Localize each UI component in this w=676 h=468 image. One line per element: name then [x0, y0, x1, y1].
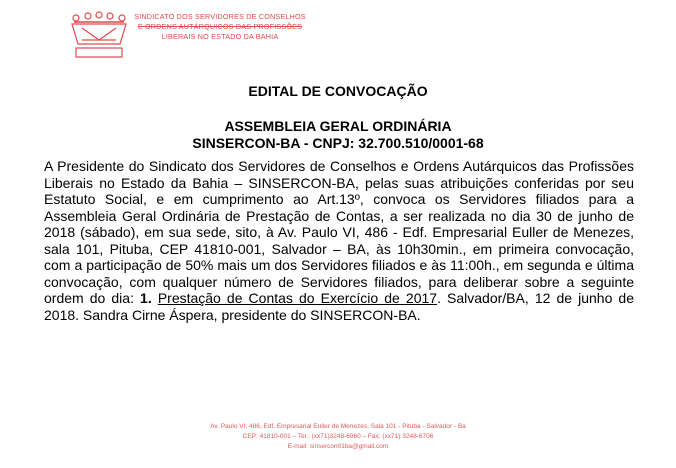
organization-line-1: SINDICATO DOS SERVIDORES DE CONSELHOS [134, 12, 306, 21]
agenda-item-text: Prestação de Contas do Exercício de 2017 [157, 290, 438, 306]
convocation-body [44, 158, 634, 323]
document-title: EDITAL DE CONVOCAÇÃO [248, 83, 428, 99]
footer-address-line: Av. Paulo VI, 486, Edf. Empresarial Euller de Menezes, Sala 101 - Pituba - Salvador - Ba [210, 423, 466, 430]
footer-address [0, 422, 676, 452]
organization-line-3: LIBERAIS NO ESTADO DA BAHIA [161, 32, 279, 41]
letterhead [68, 10, 308, 60]
body-text-main: A Presidente do Sindicato dos Servidores de Conselhos e Ordens Autárquicos das Profissões Liberais no Estado da Bahia – SINSERCON-BA, pelas suas atribuições conferidas por seu Estatuto Social, e em cumprimento ao Art.13º, convoca os Servidores filiados para a Assembleia Geral Ordinária de Prestação de Contas, a ser realizada no dia 30 de junho de 2018 (sábado), em sua sede, sito, à Av. Paulo VI, 486 - Edf. Empresarial Euller de Menezes, sala 101, Pituba, CEP 41810-001, Salvador – BA, às 10h30min., em primeira convocação, com a participação de 50% mais um dos Servidores filiados e às 11:00h., em segunda e última convocação, com qualquer número de Servidores filiados, para deliberar sobre a seguinte ordem do dia: [44, 158, 634, 306]
cnpj-line: SINSERCON-BA - CNPJ: 32.700.510/0001-68 [192, 135, 484, 151]
union-logo-icon [68, 10, 130, 60]
footer-email-line: E-mail: sinsercon01ba@gmail.com [287, 443, 389, 450]
assembly-title: ASSEMBLEIA GERAL ORDINÁRIA [224, 118, 452, 134]
agenda-item-number: 1. [140, 290, 152, 306]
body-text-closing: . Salvador/BA, 12 de junho de 2018. Sandra Cirne Áspera, presidente do SINSERCON-BA. [44, 290, 635, 323]
footer-phone-line: CEP: 41810-001 – Tel.: (xx71)3248-6960 – Fax: (xx71) 3248-6706 [242, 433, 434, 440]
organization-line-2: E ORDENS AUTÁRQUICOS DAS PROFISSÕES [137, 22, 303, 31]
assembly-heading [0, 118, 676, 152]
organization-name [130, 12, 310, 42]
